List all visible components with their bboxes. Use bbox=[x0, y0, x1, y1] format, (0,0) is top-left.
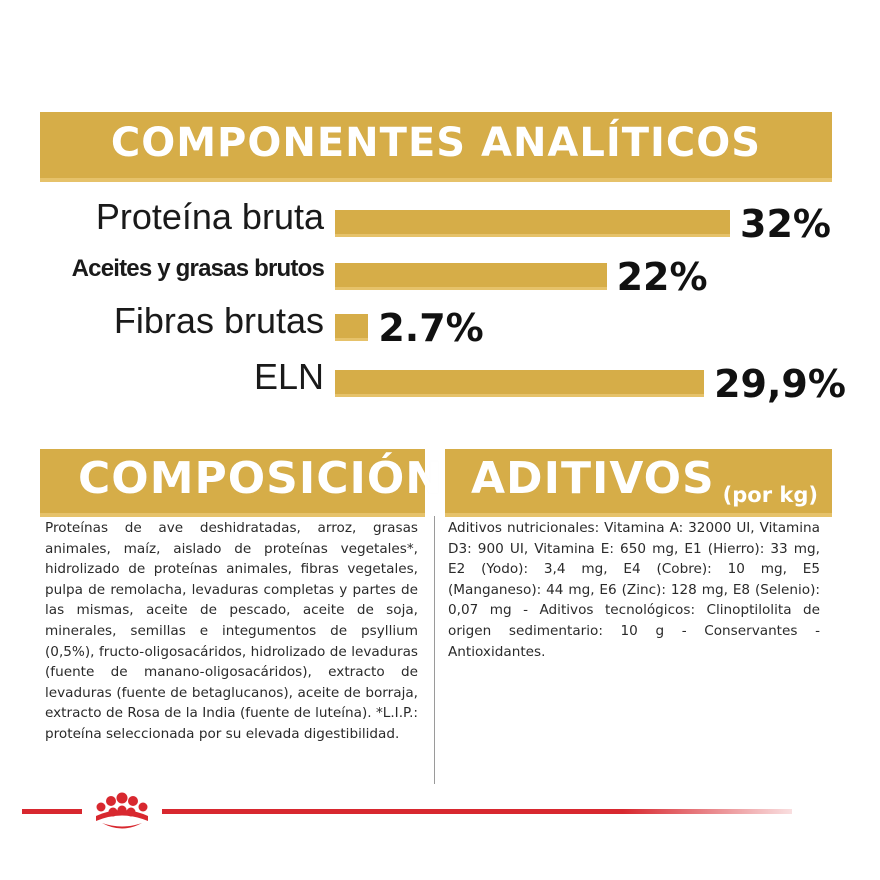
additives-subtitle: (por kg) bbox=[722, 483, 818, 507]
additives-title: ADITIVOS bbox=[471, 453, 715, 504]
additives-banner bbox=[445, 449, 832, 517]
bar-value-label: 22% bbox=[616, 255, 708, 299]
composition-banner bbox=[40, 449, 444, 517]
composition-text: Proteínas de ave deshidratadas, arroz, grasas animales, maíz, aislado de proteínas vegetales*, hidrolizado de proteínas animales, fibras vegetales, pulpa de remolacha, levaduras completas y partes de las mismas, aceite de pescado, aceite de soja, minerales, semillas e integumentos de psyllium (0,5%), fructo-oligosacáridos, hidrolizado de levaduras (fuente de manano-oligosacáridos), extracto de levaduras (fuente de betaglucanos), aceite de borraja, extracto de Rosa de la India (fuente de luteína). *L.I.P.: proteína seleccionada por su elevada digestibilidad. bbox=[45, 520, 418, 742]
composition-title: COMPOSICIÓN bbox=[78, 453, 444, 504]
bar-value-label: 29,9% bbox=[714, 362, 846, 406]
bar-category-label: Proteína bruta bbox=[95, 196, 324, 237]
bar-value-label: 32% bbox=[740, 202, 831, 246]
bar-category-label: ELN bbox=[253, 356, 324, 397]
bar bbox=[335, 314, 368, 341]
column-divider bbox=[434, 516, 435, 784]
additives-text: Aditivos nutricionales: Vitamina A: 32000 UI, Vitamina D3: 900 UI, Vitamina E: 650 mg, E1 (Hierro): 33 mg, E2 (Yodo): 3,4 mg, E4 (Cobre): 10 mg, E5 (Manganeso): 44 mg, E6 (Zinc): 128 mg, E8 (Selenio): 0,07 mg - Aditivos tecnológicos: Clinoptilolita de origen sedimentario: 10 g - Conservantes - Antioxidantes. bbox=[448, 520, 820, 660]
bar-category-label: Aceites y grasas brutos bbox=[71, 255, 324, 282]
royal-canin-crown-icon bbox=[82, 786, 162, 834]
bar bbox=[335, 370, 704, 397]
bar-value-label: 2.7% bbox=[378, 306, 484, 350]
analytical-components-banner bbox=[40, 112, 832, 182]
analytical-components-title: COMPONENTES ANALÍTICOS bbox=[110, 120, 762, 166]
bar bbox=[335, 210, 730, 237]
bar-category-label: Fibras brutas bbox=[113, 300, 324, 341]
bar bbox=[335, 263, 607, 290]
